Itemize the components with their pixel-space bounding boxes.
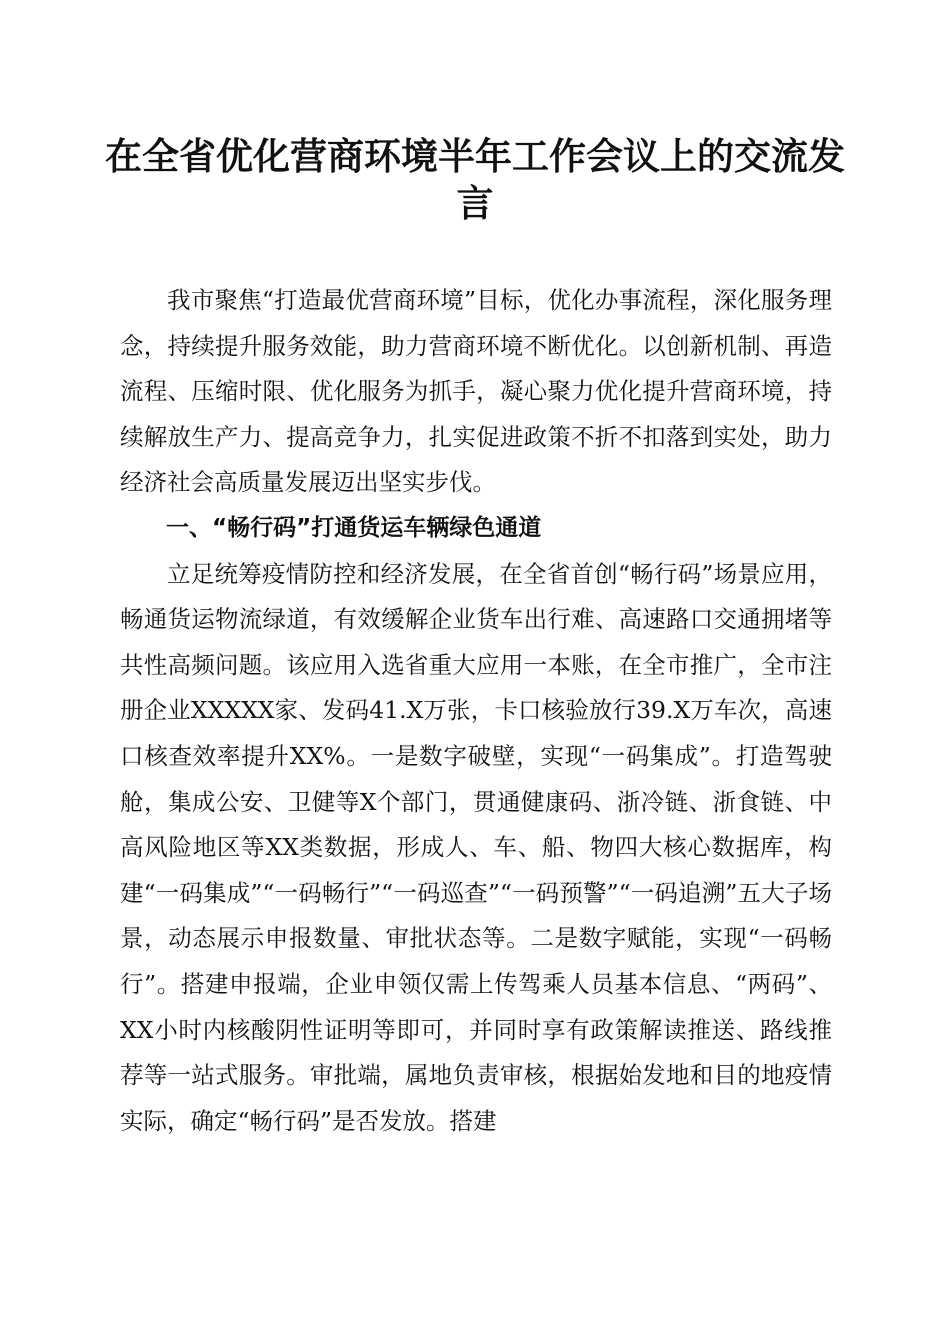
document-body [120,278,832,1144]
document-title: 在全省优化营商环境半年工作会议上的交流发言 [105,134,845,225]
section-paragraph: 立足统筹疫情防控和经济发展，在全省首创“畅行码”场景应用，畅通货运物流绿道，有效缓解企业货车出行难、高速路口交通拥堵等共性高频问题。该应用入选省重大应用一本账，在全市推广，全市注册企业XXXXX家、发码41.X万张，卡口核验放行39.X万车次，高速口核查效率提升XX%。一是数字破壁，实现“一码集成”。打造驾驶舱，集成公安、卫健等X个部门，贯通健康码、浙冷链、浙食链、中高风险地区等XX类数据，形成人、车、船、物四大核心数据库，构建“一码集成”“一码畅行”“一码巡查”“一码预警”“一码追溯”五大子场景，动态展示申报数量、审批状态等。二是数字赋能，实现“一码畅行”。搭建申报端，企业申领仅需上传驾乘人员基本信息、“两码”、XX小时内核酸阴性证明等即可，并同时享有政策解读推送、路线推荐等一站式服务。审批端，属地负责审核，根据始发地和目的地疫情实际，确定“畅行码”是否发放。搭建 [120,559,832,1135]
intro-paragraph: 我市聚焦“打造最优营商环境”目标，优化办事流程，深化服务理念，持续提升服务效能，助力营商环境不断优化。以创新机制、再造流程、压缩时限、优化服务为抓手，凝心聚力优化提升营商环境，持续解放生产力、提高竞争力，扎实促进政策不折不扣落到实处，助力经济社会高质量发展迈出坚实步伐。 [120,286,832,497]
section-heading: 一、“畅行码”打通货运车辆绿色通道 [166,514,542,541]
